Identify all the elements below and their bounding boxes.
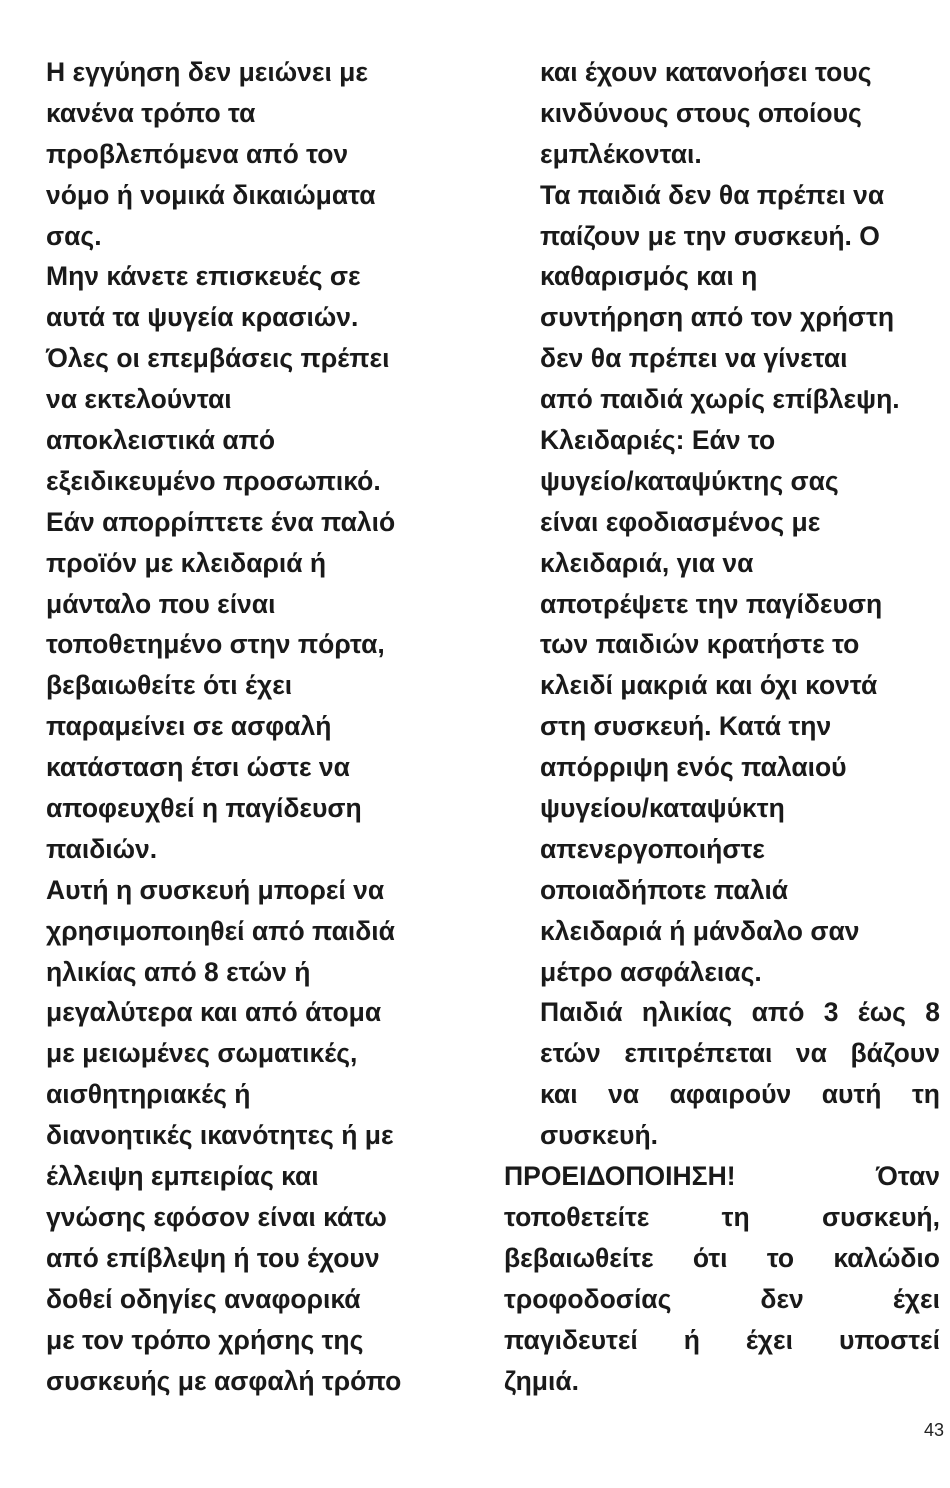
text-line: ζημιά. xyxy=(504,1365,579,1396)
text-line: ψυγείου/καταψύκτη xyxy=(540,793,785,824)
text-line: με τον τρόπο χρήσης της xyxy=(46,1324,364,1355)
justified-line xyxy=(504,1238,940,1279)
justified-line xyxy=(504,1074,940,1115)
text-line: κλειδί μακριά και όχι κοντά xyxy=(540,670,878,701)
text-line: κλειδαριά ή μάνδαλο σαν xyxy=(540,915,860,946)
text-line: στη συσκευή. Κατά την xyxy=(540,711,832,742)
text-line: χρησιμοποιηθεί από παιδιά xyxy=(46,915,395,946)
word: καλώδιο xyxy=(833,1242,940,1273)
right-column xyxy=(504,52,940,1401)
text-line: Μην κάνετε επισκευές σε xyxy=(46,261,361,292)
word: συσκευή, xyxy=(821,1201,940,1232)
justified-line xyxy=(504,1279,940,1320)
word: έχει xyxy=(892,1283,940,1314)
text-line: συντήρηση από τον χρήστη xyxy=(540,302,895,333)
text-line: από επίβλεψη ή του έχουν xyxy=(46,1242,380,1273)
text-line: συσκευή. xyxy=(540,1120,659,1151)
word: ότι xyxy=(692,1242,728,1273)
text-line: με μειωμένες σωματικές, xyxy=(46,1038,358,1069)
text-line: κινδύνους στους οποίους xyxy=(540,97,862,128)
text-line: μεγαλύτερα και από άτομα xyxy=(46,997,382,1028)
text-line: μέτρο ασφάλειας. xyxy=(540,956,762,987)
text-line: παραμείνει σε ασφαλή xyxy=(46,711,332,742)
text-line: γνώσης εφόσον είναι κάτω xyxy=(46,1201,387,1232)
text-line: παίζουν με την συσκευή. Ο xyxy=(540,220,880,251)
text-line: Η εγγύηση δεν μειώνει με xyxy=(46,57,368,87)
word: 8 xyxy=(925,997,940,1028)
text-line: τοποθετημένο στην πόρτα, xyxy=(46,629,385,660)
text-line: παιδιών. xyxy=(46,833,158,864)
right-indented-block xyxy=(504,52,940,992)
word: παγιδευτεί xyxy=(504,1324,638,1355)
text-line: απενεργοποιήστε xyxy=(540,833,765,864)
word: ΠΡΟΕΙΔΟΠΟΙΗΣΗ! xyxy=(504,1161,736,1192)
children-paragraph xyxy=(504,992,940,1156)
word: βεβαιωθείτε xyxy=(504,1242,654,1273)
text-line: των παιδιών κρατήστε το xyxy=(540,629,860,660)
word: να xyxy=(608,1079,640,1110)
text-line: προϊόν με κλειδαριά ή xyxy=(46,547,327,578)
page-number: 43 xyxy=(923,1420,944,1440)
left-column xyxy=(46,52,446,1401)
word: βάζουν xyxy=(850,1038,940,1069)
word: να xyxy=(795,1038,827,1069)
text-line: νόμο ή νομικά δικαιώματα xyxy=(46,179,376,210)
justified-line xyxy=(504,1156,940,1197)
text-line: έλλειψη εμπειρίας και xyxy=(46,1161,319,1192)
word: ετών xyxy=(540,1038,601,1069)
text-line: Τα παιδιά δεν θα πρέπει να xyxy=(540,179,885,210)
word: τη xyxy=(911,1079,940,1110)
word: ή xyxy=(683,1324,700,1355)
text-line: κανένα τρόπο τα xyxy=(46,97,256,128)
word: και xyxy=(540,1079,578,1110)
word: υποστεί xyxy=(838,1324,940,1355)
word: αφαιρούν xyxy=(669,1079,792,1110)
word: ηλικίας xyxy=(641,997,733,1028)
warning-paragraph xyxy=(504,1156,940,1401)
text-line: αισθητηριακές ή xyxy=(46,1079,251,1110)
text-line: αυτά τα ψυγεία κρασιών. xyxy=(46,302,359,333)
word: δεν xyxy=(760,1283,804,1314)
text-line: κατάσταση έτσι ώστε να xyxy=(46,752,350,783)
text-line: προβλεπόμενα από τον xyxy=(46,138,349,169)
text-line: οποιαδήποτε παλιά xyxy=(540,874,789,905)
text-line: συσκευής με ασφαλή τρόπο xyxy=(46,1365,402,1396)
text-line: αποκλειστικά από xyxy=(46,425,276,456)
text-line: εμπλέκονται. xyxy=(540,138,702,169)
word: τη xyxy=(721,1201,750,1232)
text-line: ηλικίας από 8 ετών ή xyxy=(46,956,311,987)
text-line: διανοητικές ικανότητες ή με xyxy=(46,1120,394,1151)
text-line: Όλες οι επεμβάσεις πρέπει xyxy=(46,343,390,374)
text-line: ψυγείο/καταψύκτης σας xyxy=(540,465,839,496)
text-line: να εκτελούνται xyxy=(46,384,232,415)
text-line: Αυτή η συσκευή μπορεί να xyxy=(46,874,385,905)
text-line: δεν θα πρέπει να γίνεται xyxy=(540,343,848,374)
text-line: είναι εφοδιασμένος με xyxy=(540,506,821,537)
word: 3 xyxy=(823,997,839,1028)
word: αυτή xyxy=(821,1079,882,1110)
text-line: βεβαιωθείτε ότι έχει xyxy=(46,670,293,701)
text-line: δοθεί οδηγίες αναφορικά xyxy=(46,1283,361,1314)
text-line: Εάν απορρίπτετε ένα παλιό xyxy=(46,506,396,537)
text-line: και έχουν κατανοήσει τους xyxy=(540,57,872,87)
justified-line xyxy=(504,1197,940,1238)
text-line: αποτρέψετε την παγίδευση xyxy=(540,588,883,619)
justified-line xyxy=(504,1320,940,1361)
word: έως xyxy=(857,997,906,1028)
word: τροφοδοσίας xyxy=(504,1283,672,1314)
text-line: αποφευχθεί η παγίδευση xyxy=(46,793,362,824)
word: το xyxy=(766,1242,795,1273)
word: από xyxy=(751,997,805,1028)
justified-line xyxy=(504,1033,940,1074)
text-line: Κλειδαριές: Εάν το xyxy=(540,425,776,456)
text-line: από παιδιά χωρίς επίβλεψη. xyxy=(540,384,900,415)
text-line: σας. xyxy=(46,220,102,251)
word: έχει xyxy=(745,1324,793,1355)
word: τοποθετείτε xyxy=(504,1201,650,1232)
text-line: απόρριψη ενός παλαιού xyxy=(540,752,847,783)
text-line: εξειδικευμένο προσωπικό. xyxy=(46,465,381,496)
text-line: μάνταλο που είναι xyxy=(46,588,276,619)
text-line: καθαρισμός και η xyxy=(540,261,758,292)
word: επιτρέπεται xyxy=(624,1038,773,1069)
word: Όταν xyxy=(876,1161,940,1192)
word: Παιδιά xyxy=(540,997,623,1028)
justified-line xyxy=(504,992,940,1033)
text-line: κλειδαριά, για να xyxy=(540,547,754,578)
